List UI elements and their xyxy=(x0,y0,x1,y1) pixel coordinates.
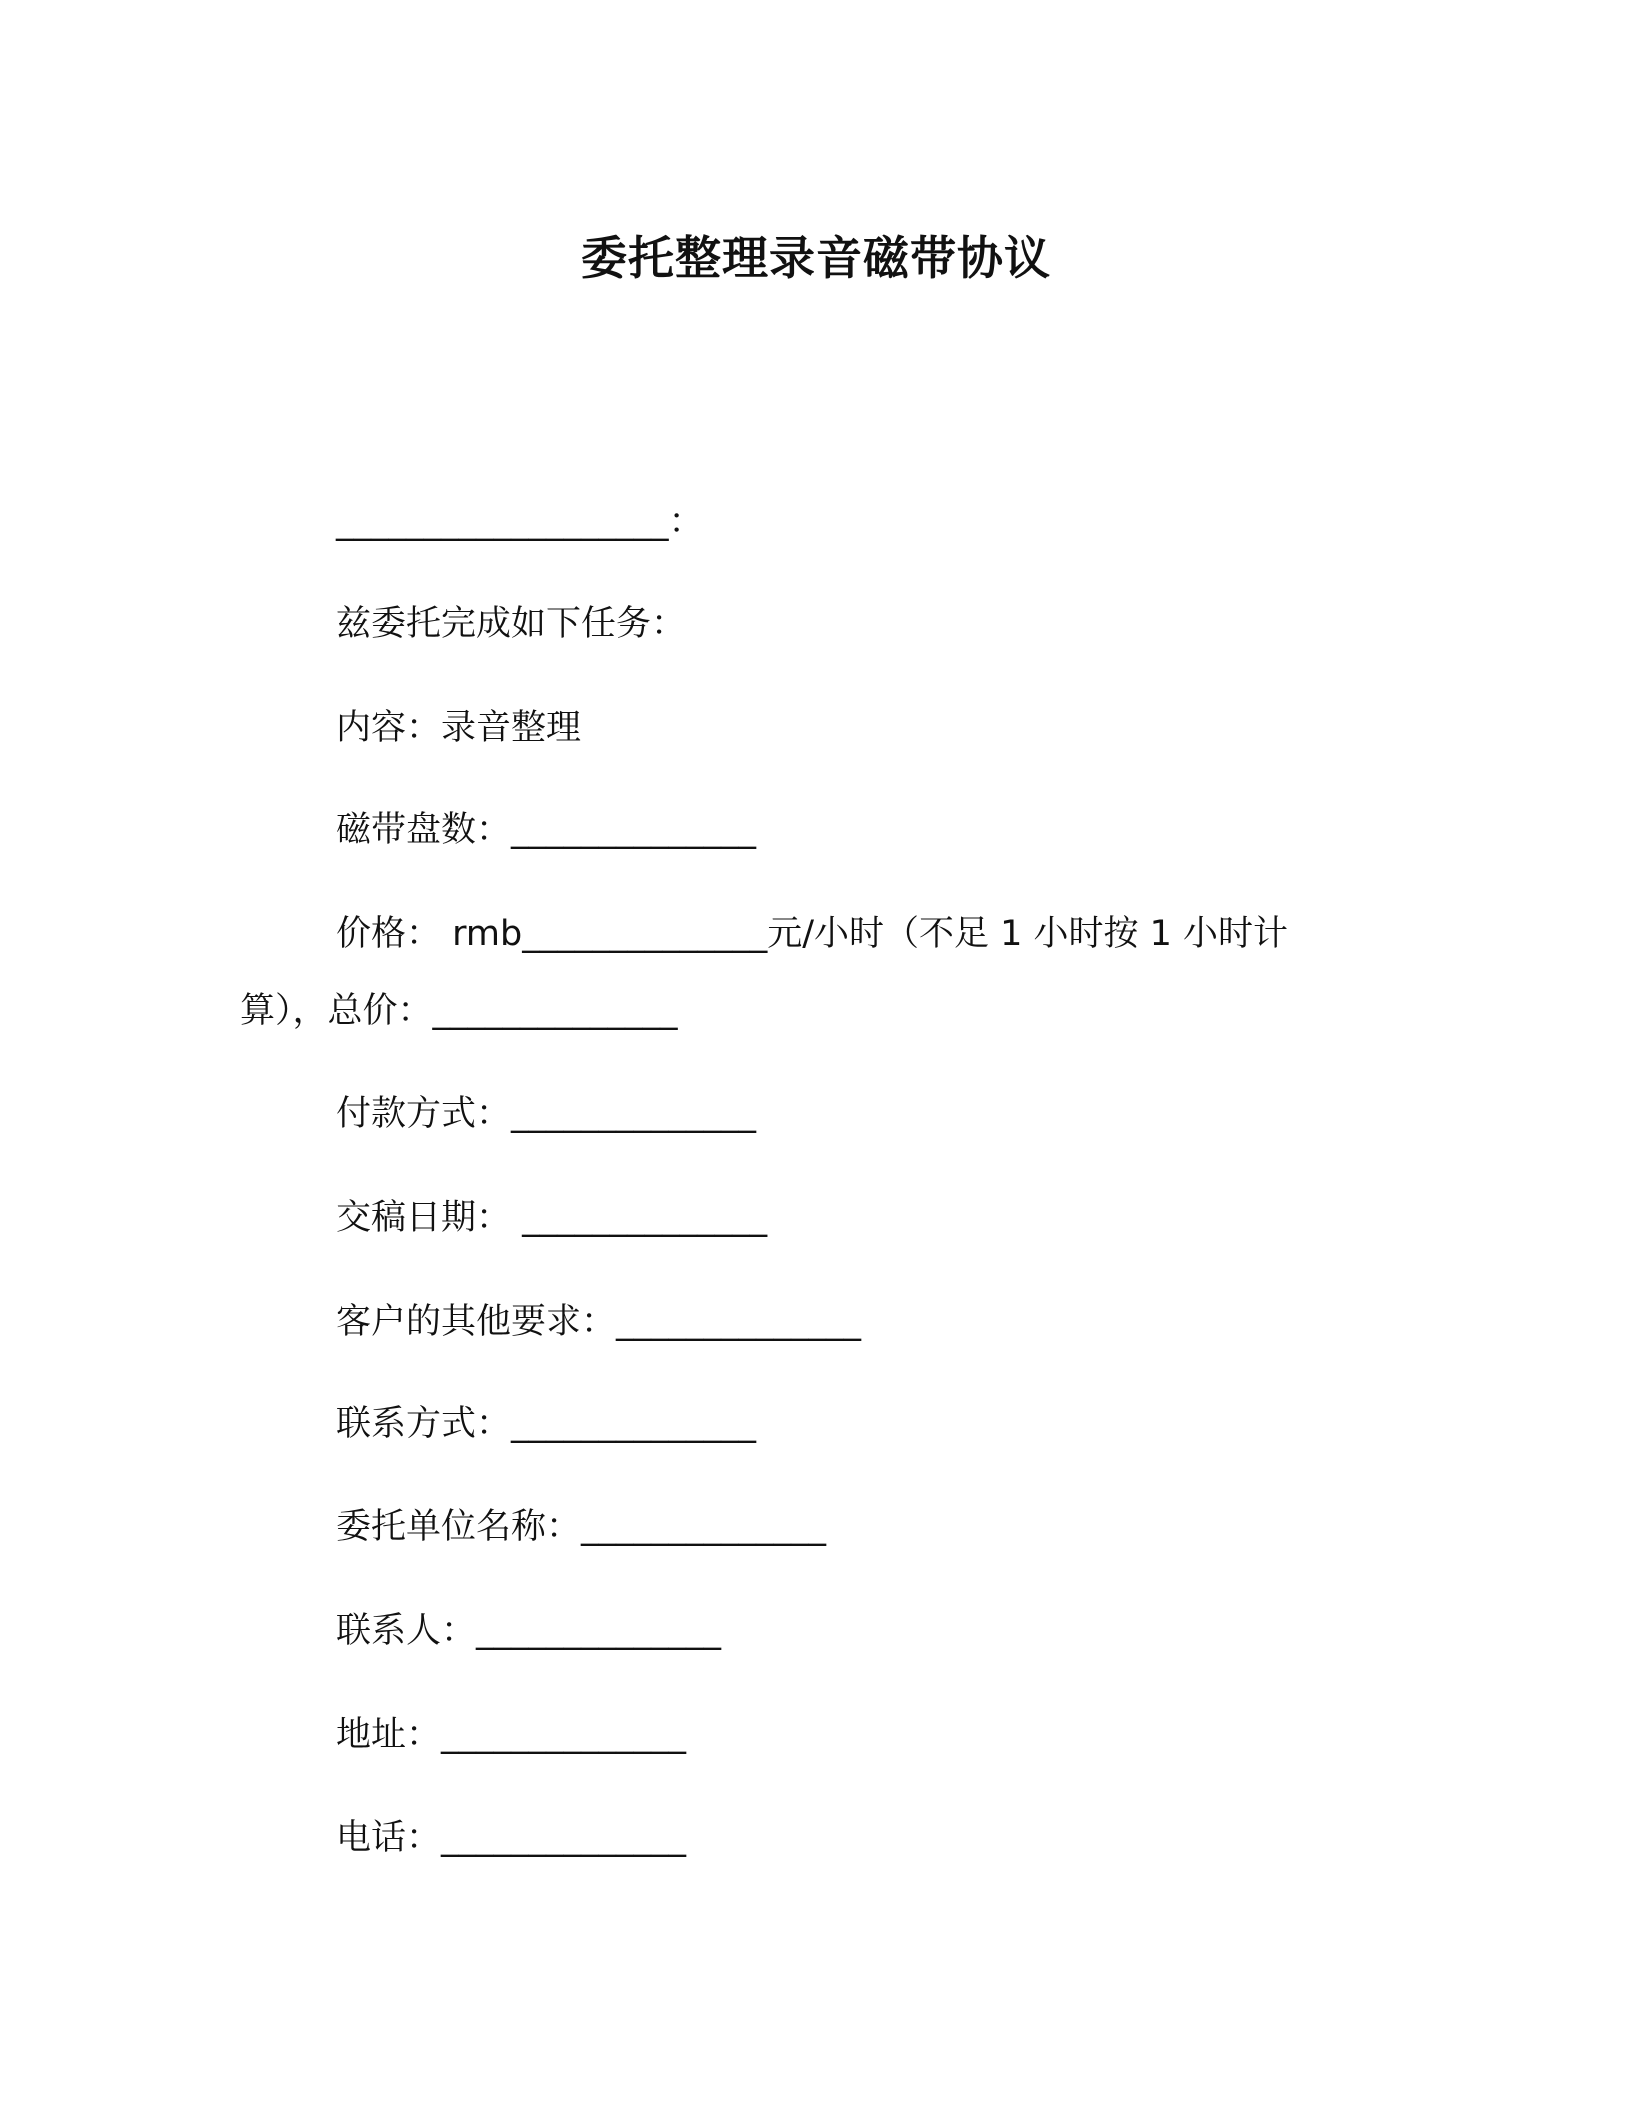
delivery-date-line: 交稿日期： ______________ xyxy=(336,1198,768,1238)
salutation-line: ___________________： xyxy=(336,502,704,542)
tape-count-line: 磁带盘数：______________ xyxy=(336,810,757,850)
contact-person-line: 联系人：______________ xyxy=(336,1611,722,1651)
other-requirements-line: 客户的其他要求：______________ xyxy=(336,1302,862,1342)
price-line-continued: 算），总价：______________ xyxy=(240,991,678,1031)
price-line: 价格： rmb______________元/小时（不足 1 小时按 1 小时计 xyxy=(336,914,1289,954)
content-line: 内容：录音整理 xyxy=(336,708,582,748)
payment-line: 付款方式：______________ xyxy=(336,1094,757,1134)
client-name-line: 委托单位名称：______________ xyxy=(336,1507,827,1547)
intro-line: 兹委托完成如下任务： xyxy=(336,604,687,644)
document-title: 委托整理录音磁带协议 xyxy=(581,231,1051,285)
phone-line: 电话：______________ xyxy=(336,1818,687,1858)
address-line: 地址：______________ xyxy=(336,1715,687,1755)
contact-method-line: 联系方式：______________ xyxy=(336,1404,757,1444)
